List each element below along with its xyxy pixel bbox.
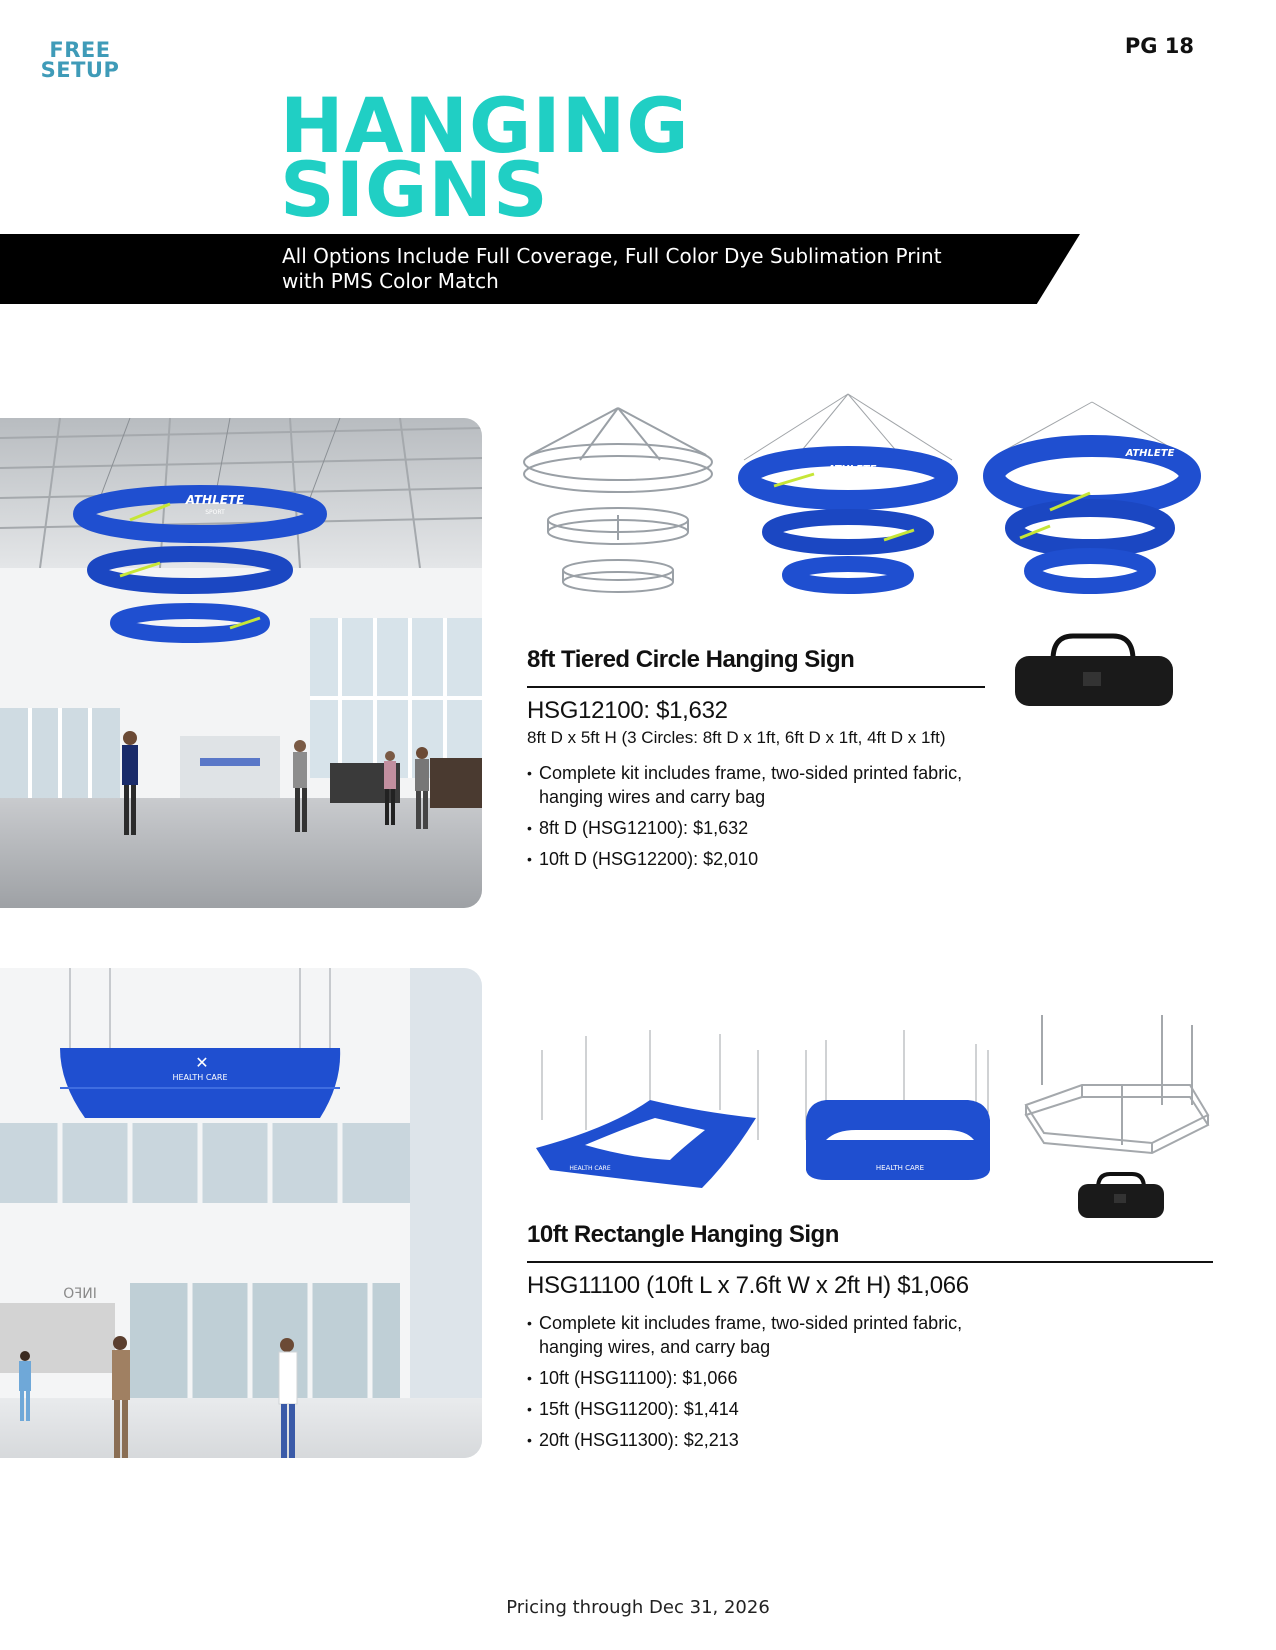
rectangle-sign-angled-thumbnail (530, 1030, 766, 1200)
product-2-price: HSG11100 (10ft L x 7.6ft W x 2ft H) $1,066 (527, 1272, 969, 1299)
badge-line-2: SETUP (40, 58, 120, 82)
thumb-brand: ATHLETE (827, 464, 877, 475)
tiered-circle-angled-thumbnail (980, 398, 1200, 604)
product-1-rule (527, 686, 985, 688)
carry-bag-icon (1013, 630, 1175, 710)
carry-bag-icon (1076, 1170, 1166, 1220)
thumb-health-brand-2: HEALTH CARE (875, 1164, 925, 1172)
free-setup-badge (38, 40, 122, 80)
list-item (527, 1311, 997, 1359)
gym-sign-brand: ATHLETE (185, 493, 245, 507)
pricing-footer: Pricing through Dec 31, 2026 (506, 1597, 770, 1618)
kit-line-1: • Complete kit includes frame, two-sided printed fabric, (539, 1313, 963, 1333)
list-item: • 8ft D (HSG12100): $1,632 (527, 816, 997, 840)
list-item (527, 761, 997, 809)
product-2-rule (527, 1261, 1213, 1263)
product-2-features (527, 1311, 997, 1459)
product-1-features (527, 761, 997, 878)
gym-photo (0, 418, 482, 908)
lobby-sign-brand: HEALTH CARE (172, 1073, 228, 1082)
rectangle-sign-front-thumbnail (796, 1030, 996, 1200)
list-item: • 10ft D (HSG12200): $2,010 (527, 847, 997, 871)
thumb-brand-2: ATHLETE (1125, 448, 1175, 459)
banner-text (282, 244, 1042, 294)
gym-sign-brand-sub: SPORT (205, 509, 225, 516)
kit-line-2: hanging wires, and carry bag (539, 1337, 771, 1357)
product-2-title: 10ft Rectangle Hanging Sign (527, 1221, 839, 1248)
kit-line-1: • Complete kit includes frame, two-sided printed fabric, (539, 763, 963, 783)
thumb-health-brand: HEALTH CARE (569, 1165, 611, 1172)
list-item: • 15ft (HSG11200): $1,414 (527, 1397, 997, 1421)
tiered-circle-printed-thumbnail (734, 390, 962, 602)
title-line-1: HANGING (280, 81, 690, 170)
lobby-photo (0, 968, 482, 1458)
page-title (280, 81, 690, 234)
title-line-2: SIGNS (280, 145, 549, 234)
rectangle-frame-thumbnail (1022, 1015, 1210, 1155)
page-number: PG 18 (1124, 34, 1194, 58)
banner-line-2: with PMS Color Match (282, 269, 499, 293)
tiered-frame-thumbnail (520, 390, 716, 602)
product-1-title: 8ft Tiered Circle Hanging Sign (527, 646, 855, 673)
kit-line-2: hanging wires and carry bag (539, 787, 766, 807)
banner-line-1: All Options Include Full Coverage, Full Color Dye Sublimation Print (282, 244, 942, 268)
product-1-dimensions: 8ft D x 5ft H (3 Circles: 8ft D x 1ft, 6ft D x 1ft, 4ft D x 1ft) (527, 728, 946, 747)
badge-line-1: FREE (49, 38, 111, 62)
list-item: • 20ft (HSG11300): $2,213 (527, 1428, 997, 1452)
lobby-sign-logo: ✕ (195, 1053, 209, 1072)
list-item: • 10ft (HSG11100): $1,066 (527, 1366, 997, 1390)
thumb-brand-sub: SPORT (843, 476, 861, 482)
lobby-desk-sign: INFO (63, 1286, 97, 1302)
product-1-price: HSG12100: $1,632 (527, 697, 728, 724)
